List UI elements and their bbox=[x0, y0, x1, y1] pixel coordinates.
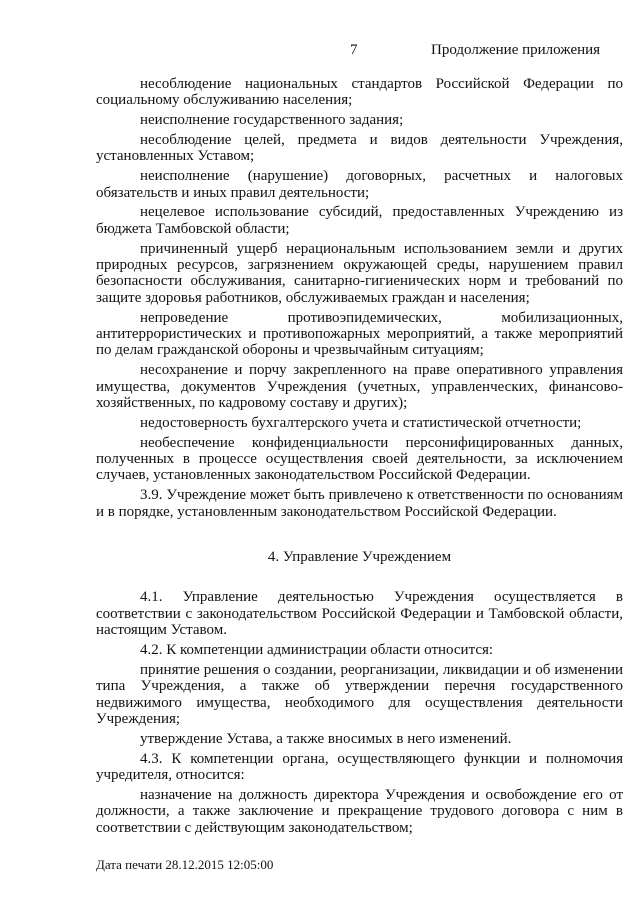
paragraph: причиненный ущерб нерациональным использованием земли и других природных ресурсов, загрязнением окружающей среды, нарушением правил безопасности обслуживания, санитарно-гигиенических норм и требований по защите здоровья работников, обслуживаемых граждан и населения; bbox=[96, 240, 623, 306]
paragraph: неисполнение государственного задания; bbox=[140, 112, 404, 129]
paragraph: недостоверность бухгалтерского учета и статистической отчетности; bbox=[140, 414, 582, 431]
paragraph: 4.2. К компетенции администрации области относится: bbox=[140, 642, 494, 659]
section-heading: 4. Управление Учреждением bbox=[267, 549, 452, 566]
paragraph: принятие решения о создании, реорганизации, ликвидации и об изменении типа Учреждения, а также об утверждении перечня государственного недвижимого имущества, необходимого для осуществления деятельности Учреждения; bbox=[96, 661, 623, 728]
continuation-label: Продолжение приложения bbox=[431, 42, 601, 58]
paragraph: неисполнение (нарушение) договорных, расчетных и налоговых обязательств и иных правил деятельности; bbox=[96, 168, 623, 201]
paragraph: 4.1. Управление деятельностью Учреждения осуществляется в соответствии с законодательством Российской Федерации и Тамбовской области, настоящим Уставом. bbox=[96, 589, 623, 639]
document-body bbox=[96, 76, 623, 840]
print-date: Дата печати 28.12.2015 12:05:00 bbox=[96, 857, 274, 872]
paragraph: несоблюдение целей, предмета и видов деятельности Учреждения, установленных Уставом; bbox=[96, 132, 623, 165]
paragraph: нецелевое использование субсидий, предоставленных Учреждению из бюджета Тамбовской области; bbox=[96, 204, 623, 237]
paragraph: утверждение Устава, а также вносимых в него изменений. bbox=[140, 730, 512, 747]
paragraph: несохранение и порчу закрепленного на праве оперативного управления имущества, документов Учреждения (учетных, управленческих, финансово-хозяйственных, по кадровому составу и других); bbox=[96, 362, 623, 412]
paragraph: необеспечение конфиденциальности персонифицированных данных, полученных в процессе осуществления своей деятельности, за исключением случаев, установленных законодательством Российской Федерации. bbox=[96, 434, 623, 484]
page-number: 7 bbox=[350, 42, 358, 58]
paragraph: 4.3. К компетенции органа, осуществляющего функции и полномочия учредителя, относится: bbox=[96, 750, 623, 784]
paragraph: непроведение противоэпидемических, мобилизационных, антитеррористических и противопожарных мероприятий, а также мероприятий по делам гражданской обороны и чрезвычайным ситуациям; bbox=[96, 309, 623, 359]
paragraph: назначение на должность директора Учреждения и освобождение его от должности, а также заключение и прекращение трудового договора с ним в соответствии с действующим законодательством; bbox=[96, 786, 623, 836]
paragraph: 3.9. Учреждение может быть привлечено к ответственности по основаниям и в порядке, установленным законодательством Российской Федерации. bbox=[96, 487, 623, 520]
paragraph: несоблюдение национальных стандартов Российской Федерации по социальному обслуживанию населения; bbox=[96, 76, 623, 109]
